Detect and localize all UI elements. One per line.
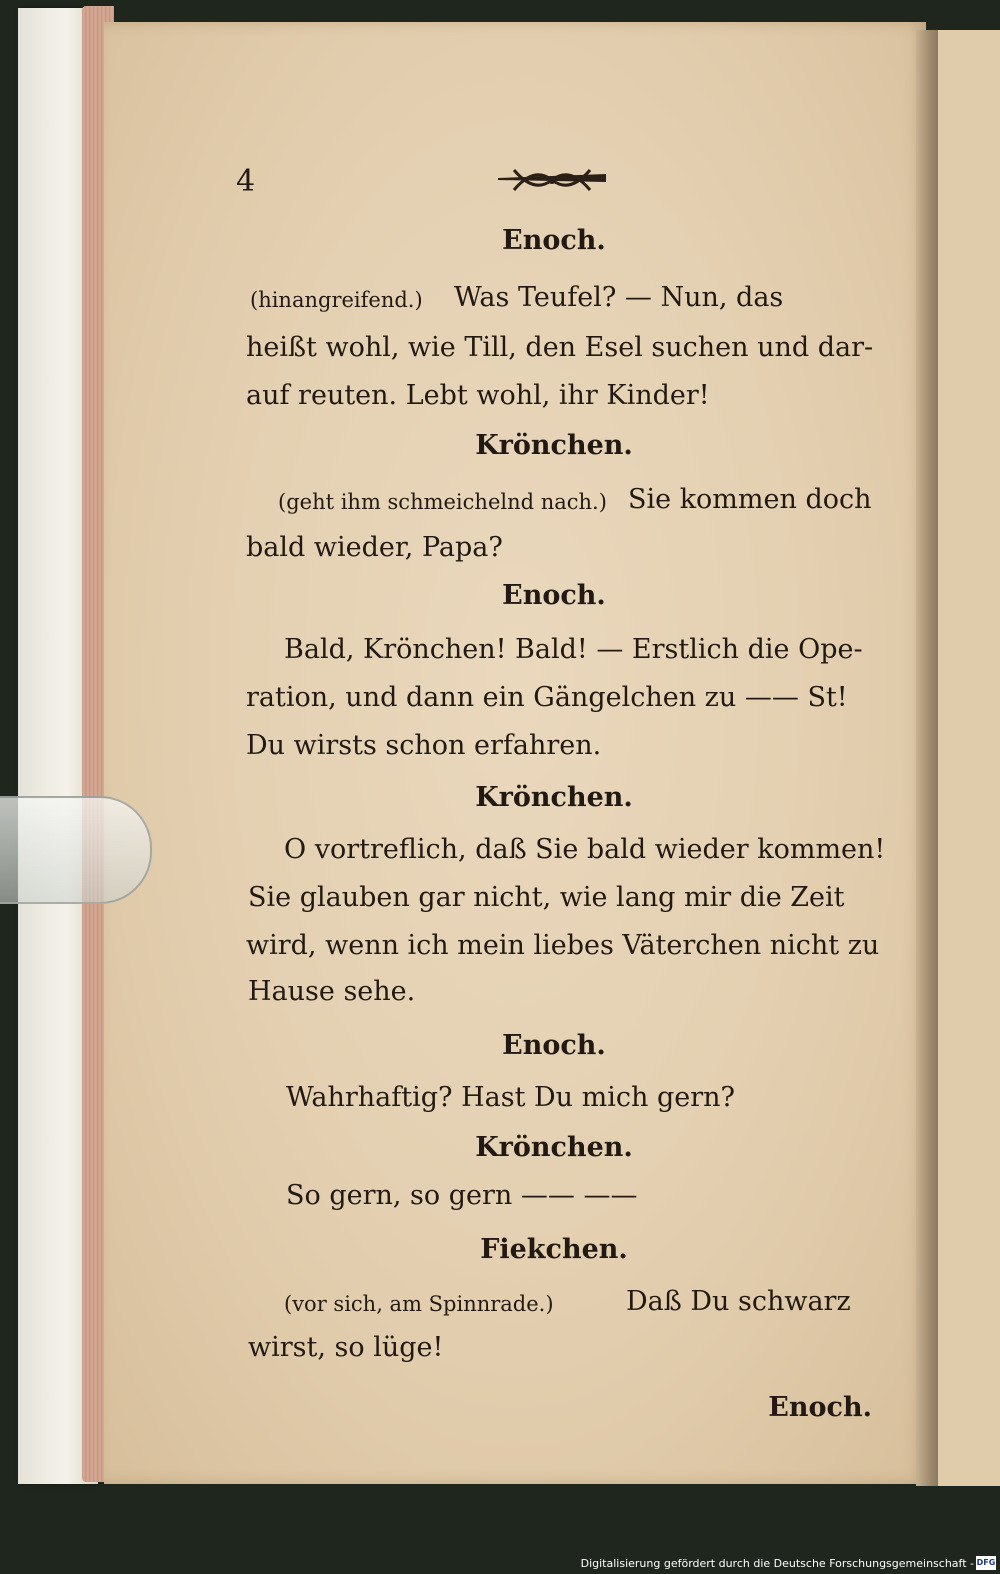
speaker-name: Krönchen.: [475, 1132, 633, 1163]
text-line: ration, und dann ein Gängelchen zu —— St!: [246, 682, 848, 713]
speaker-name: Enoch.: [502, 225, 606, 256]
book-clamp: [0, 796, 152, 904]
text-line: Was Teufel? — Nun, das: [454, 282, 784, 313]
footer-bar: [0, 1548, 1000, 1574]
text-line: Bald, Krönchen! Bald! — Erstlich die Ope-: [284, 634, 863, 665]
text-line: Sie kommen doch: [628, 484, 872, 515]
text-line: Sie glauben gar nicht, wie lang mir die Zeit: [248, 882, 845, 913]
text-line: Wahrhaftig? Hast Du mich gern?: [286, 1082, 736, 1113]
text-line: So gern, so gern —— ——: [286, 1180, 638, 1211]
text-line: auf reuten. Lebt wohl, ihr Kinder!: [246, 380, 710, 411]
text-line: wird, wenn ich mein liebes Väterchen nicht zu: [246, 930, 880, 961]
ornament-icon: [494, 160, 610, 200]
text-line: bald wieder, Papa?: [246, 532, 503, 563]
text-line: wirst, so lüge!: [248, 1332, 444, 1363]
speaker-name: Krönchen.: [475, 782, 633, 813]
digitization-credit: Digitalisierung gefördert durch die Deutsche Forschungsgemeinschaft -: [580, 1557, 974, 1570]
page-number: 4: [236, 164, 256, 199]
speaker-name: Enoch.: [502, 1030, 606, 1061]
catchword: Enoch.: [768, 1392, 872, 1423]
text-line: Daß Du schwarz: [626, 1286, 851, 1317]
text-line: heißt wohl, wie Till, den Esel suchen und dar-: [246, 332, 874, 363]
speaker-name: Krönchen.: [475, 430, 633, 461]
text-line: Du wirsts schon erfahren.: [246, 730, 602, 761]
text-line: O vortreflich, daß Sie bald wieder kommen!: [284, 834, 886, 865]
speaker-name: Fiekchen.: [480, 1234, 628, 1265]
stage-direction: (vor sich, am Spinnrade.): [284, 1292, 554, 1316]
dfg-logo: DFG: [976, 1556, 996, 1570]
stage-direction: (hinangreifend.): [250, 288, 423, 312]
facing-page: [938, 30, 1000, 1486]
speaker-name: Enoch.: [502, 580, 606, 611]
stage-direction: (geht ihm schmeichelnd nach.): [278, 490, 607, 514]
text-line: Hause sehe.: [248, 976, 416, 1007]
